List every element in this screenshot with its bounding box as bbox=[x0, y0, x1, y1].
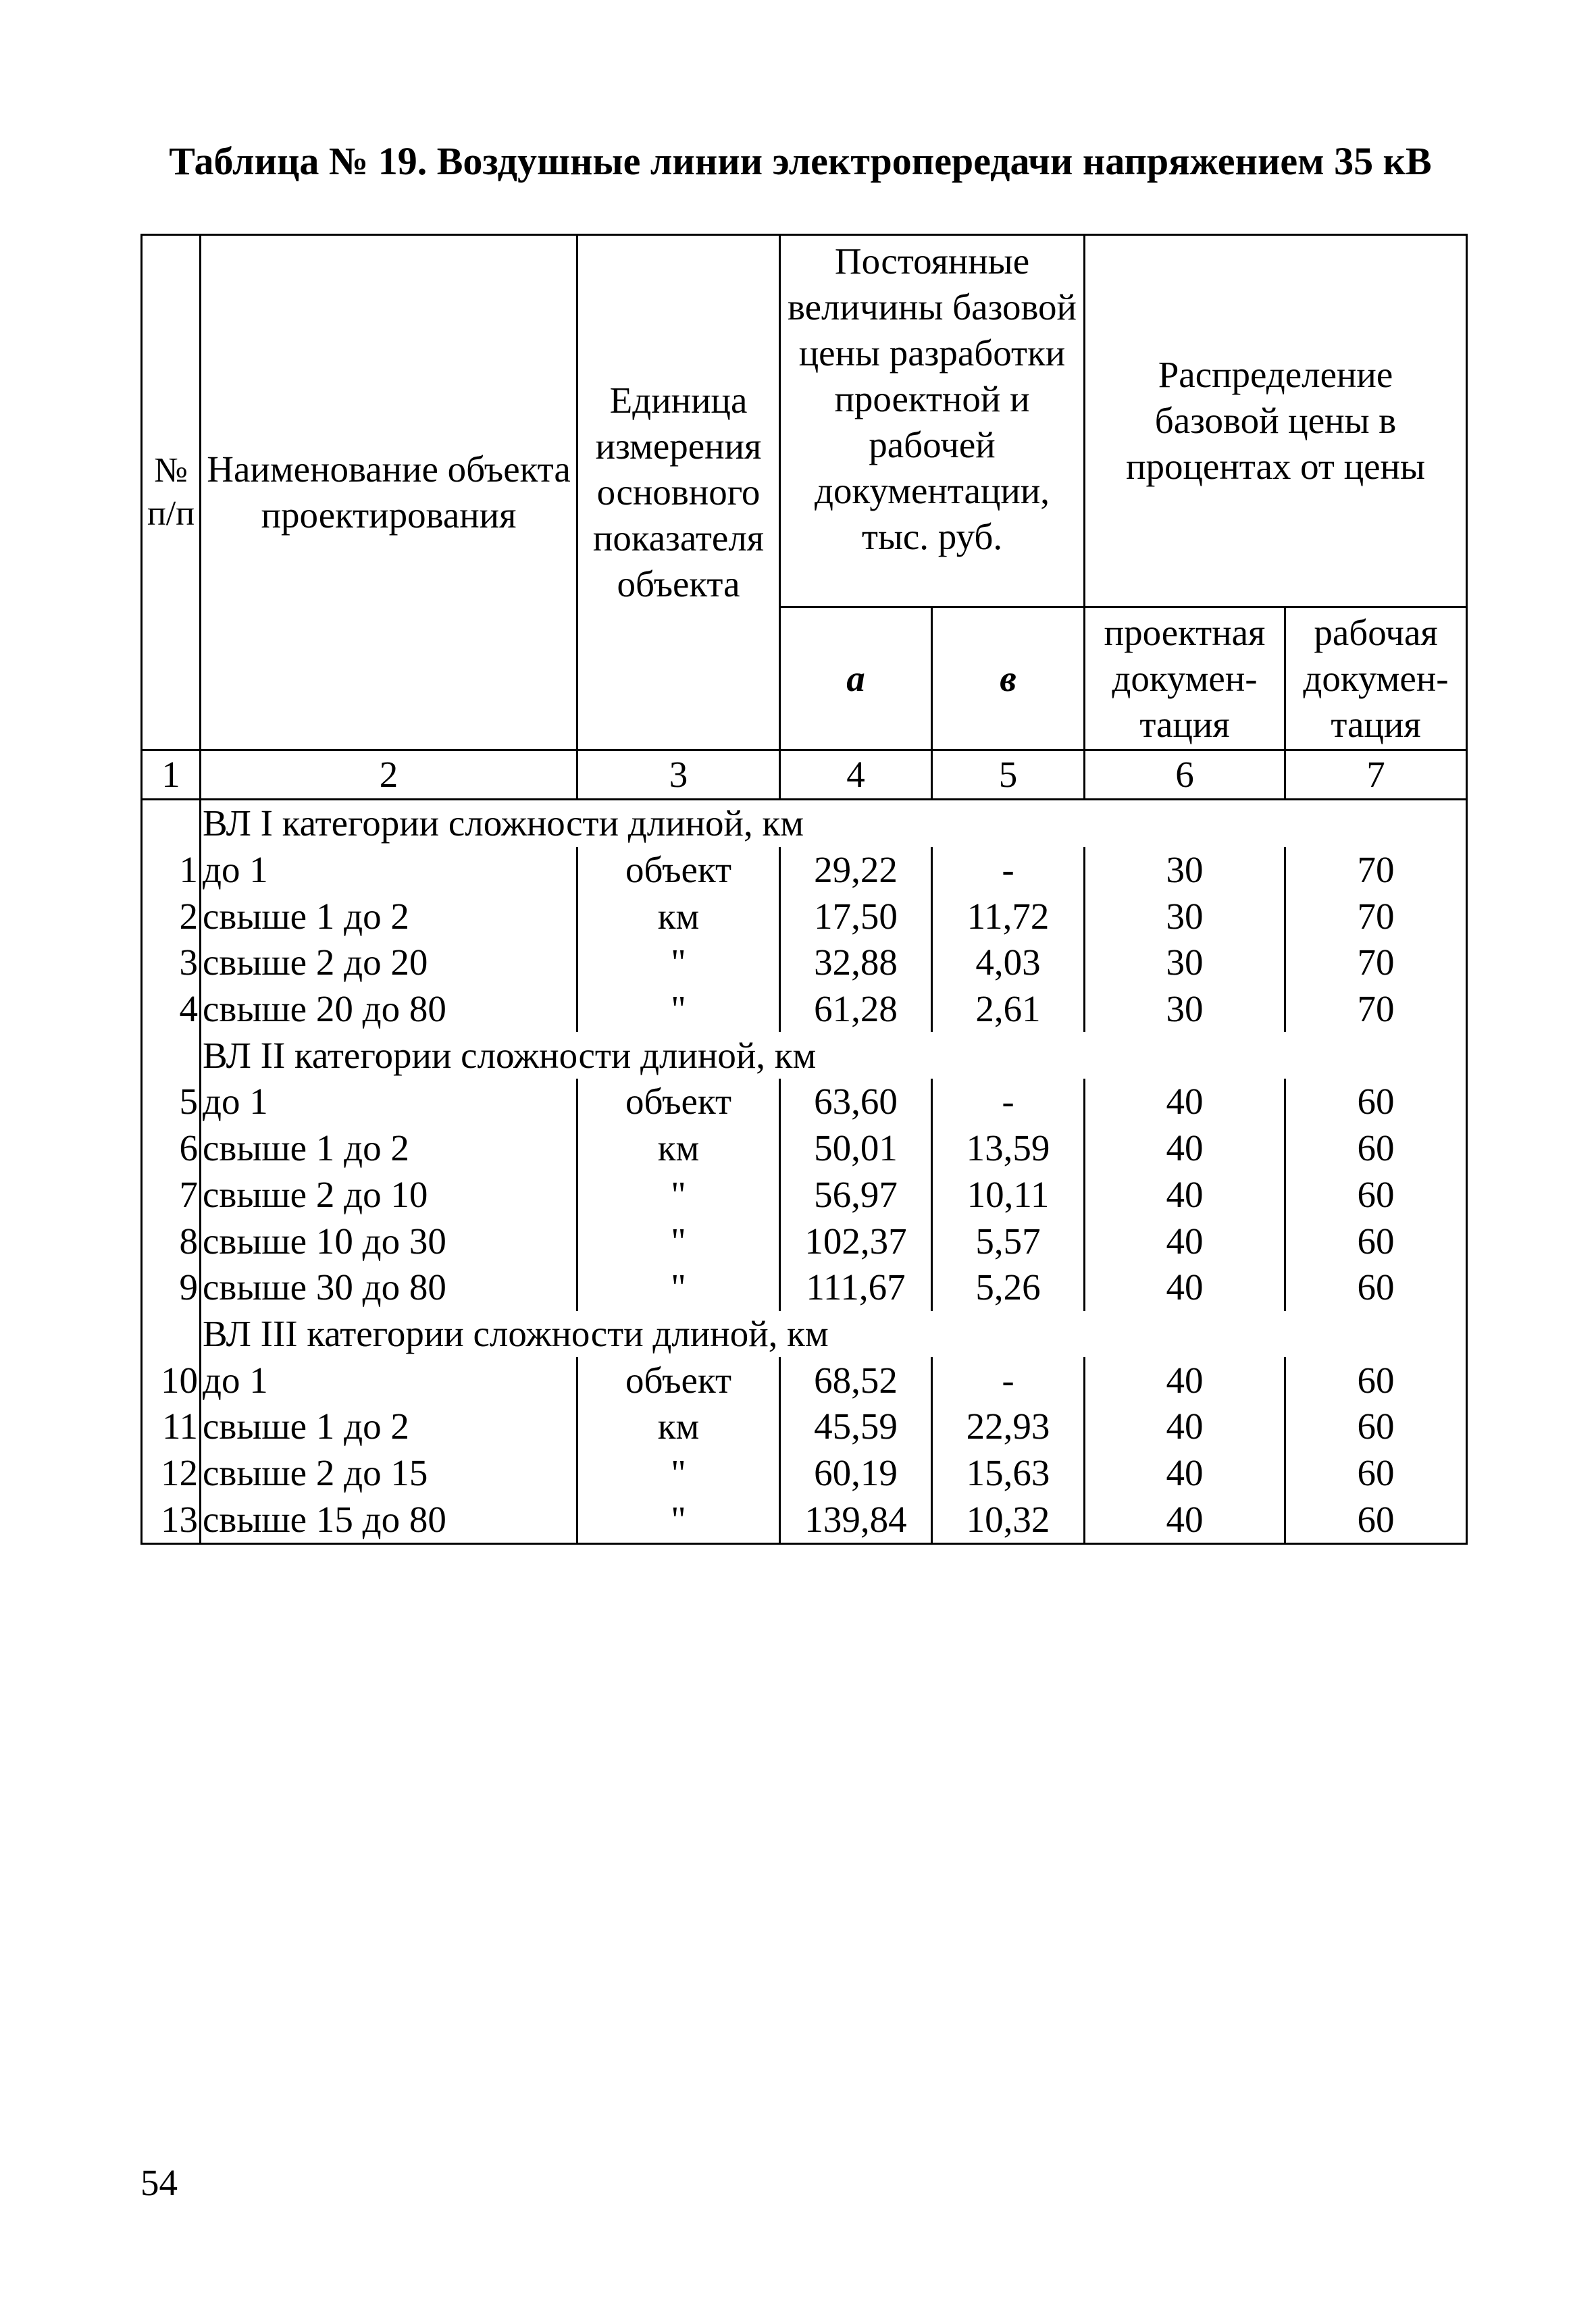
row-a: 50,01 bbox=[780, 1125, 932, 1172]
row-no: 4 bbox=[142, 986, 201, 1033]
row-working-pct: 60 bbox=[1285, 1404, 1467, 1450]
row-b: 11,72 bbox=[932, 893, 1085, 940]
row-a: 56,97 bbox=[780, 1172, 932, 1218]
row-working-pct: 70 bbox=[1285, 893, 1467, 940]
header-no: № п/п bbox=[142, 235, 201, 750]
row-design-pct: 30 bbox=[1085, 893, 1285, 940]
row-working-pct: 60 bbox=[1285, 1496, 1467, 1543]
header-constants: Постоянные величины базовой цены разработки проектной и рабочей документации, тыс. руб. bbox=[780, 235, 1085, 607]
header-b: в bbox=[932, 607, 1085, 750]
row-no: 11 bbox=[142, 1404, 201, 1450]
row-design-pct: 40 bbox=[1085, 1125, 1285, 1172]
row-design-pct: 30 bbox=[1085, 986, 1285, 1033]
row-no: 10 bbox=[142, 1357, 201, 1404]
row-unit: " bbox=[577, 1496, 780, 1543]
row-working-pct: 70 bbox=[1285, 986, 1467, 1033]
row-name: свыше 2 до 10 bbox=[203, 1173, 428, 1215]
header-a: а bbox=[780, 607, 932, 750]
row-design-pct: 40 bbox=[1085, 1450, 1285, 1497]
table-row bbox=[142, 986, 1467, 1033]
col-num: 4 bbox=[780, 750, 932, 800]
row-a: 68,52 bbox=[780, 1357, 932, 1404]
group-header-row bbox=[142, 800, 1467, 847]
row-a: 60,19 bbox=[780, 1450, 932, 1497]
row-a: 32,88 bbox=[780, 940, 932, 986]
group-title: ВЛ III категории сложности длиной, км bbox=[201, 1311, 1467, 1358]
row-working-pct: 60 bbox=[1285, 1218, 1467, 1264]
row-name: свыше 2 до 15 bbox=[203, 1451, 428, 1493]
col-num: 3 bbox=[577, 750, 780, 800]
row-name: свыше 1 до 2 bbox=[203, 1127, 409, 1169]
row-unit: " bbox=[577, 940, 780, 986]
group-header-row bbox=[142, 1032, 1467, 1079]
row-no: 13 bbox=[142, 1496, 201, 1543]
table-row bbox=[142, 1172, 1467, 1218]
row-name: свыше 10 до 30 bbox=[203, 1220, 446, 1262]
row-design-pct: 40 bbox=[1085, 1079, 1285, 1125]
table-row bbox=[142, 1450, 1467, 1497]
table-row bbox=[142, 1218, 1467, 1264]
table-row bbox=[142, 893, 1467, 940]
row-working-pct: 60 bbox=[1285, 1450, 1467, 1497]
row-unit: объект bbox=[577, 1357, 780, 1404]
header-design: проектная докумен-тация bbox=[1085, 607, 1285, 750]
row-no: 9 bbox=[142, 1264, 201, 1311]
row-design-pct: 40 bbox=[1085, 1218, 1285, 1264]
row-b: 22,93 bbox=[932, 1404, 1085, 1450]
row-design-pct: 30 bbox=[1085, 847, 1285, 894]
row-b: 10,32 bbox=[932, 1496, 1085, 1543]
row-unit: " bbox=[577, 1172, 780, 1218]
row-name: свыше 20 до 80 bbox=[203, 988, 446, 1030]
row-no: 7 bbox=[142, 1172, 201, 1218]
row-working-pct: 60 bbox=[1285, 1264, 1467, 1311]
header-name: Наименование объекта проектирования bbox=[201, 235, 577, 750]
row-working-pct: 60 bbox=[1285, 1079, 1467, 1125]
row-name: свыше 1 до 2 bbox=[203, 1406, 409, 1447]
row-design-pct: 40 bbox=[1085, 1357, 1285, 1404]
row-name: до 1 bbox=[203, 1081, 268, 1123]
row-name: до 1 bbox=[203, 849, 268, 891]
table-row bbox=[142, 1404, 1467, 1450]
row-name: свыше 15 до 80 bbox=[201, 1496, 577, 1543]
table-title: Таблица № 19. Воздушные линии электропередачи напряжением 35 кВ bbox=[169, 139, 1432, 183]
row-a: 102,37 bbox=[780, 1218, 932, 1264]
row-unit: " bbox=[577, 1264, 780, 1311]
row-b: - bbox=[932, 1357, 1085, 1404]
header-unit: Единица измерения основного показателя объекта bbox=[577, 235, 780, 750]
row-a: 111,67 bbox=[780, 1264, 932, 1311]
col-num: 7 bbox=[1285, 750, 1467, 800]
row-working-pct: 60 bbox=[1285, 1125, 1467, 1172]
price-table bbox=[140, 234, 1468, 1545]
header-distribution: Распределение базовой цены в процентах от цены bbox=[1085, 235, 1467, 607]
row-unit: объект bbox=[577, 847, 780, 894]
row-b: 15,63 bbox=[932, 1450, 1085, 1497]
col-num: 1 bbox=[142, 750, 201, 800]
row-unit: км bbox=[577, 1125, 780, 1172]
row-no: 1 bbox=[142, 847, 201, 894]
row-a: 61,28 bbox=[780, 986, 932, 1033]
row-no: 2 bbox=[142, 893, 201, 940]
row-b: - bbox=[932, 1079, 1085, 1125]
row-design-pct: 30 bbox=[1085, 940, 1285, 986]
row-working-pct: 60 bbox=[1285, 1357, 1467, 1404]
row-no: 6 bbox=[142, 1125, 201, 1172]
col-num: 5 bbox=[932, 750, 1085, 800]
row-working-pct: 70 bbox=[1285, 847, 1467, 894]
row-a: 139,84 bbox=[780, 1496, 932, 1543]
column-numbers-row bbox=[142, 750, 1467, 800]
row-design-pct: 40 bbox=[1085, 1404, 1285, 1450]
row-no: 8 bbox=[142, 1218, 201, 1264]
row-b: 5,26 bbox=[932, 1264, 1085, 1311]
row-design-pct: 40 bbox=[1085, 1172, 1285, 1218]
header-working: рабочая докумен-тация bbox=[1285, 607, 1467, 750]
row-name: свыше 2 до 20 bbox=[203, 942, 428, 983]
row-unit: объект bbox=[577, 1079, 780, 1125]
row-b: 5,57 bbox=[932, 1218, 1085, 1264]
table-row bbox=[142, 1125, 1467, 1172]
table-row bbox=[142, 1496, 1467, 1543]
row-no: 3 bbox=[142, 940, 201, 986]
col-num: 6 bbox=[1085, 750, 1285, 800]
row-a: 17,50 bbox=[780, 893, 932, 940]
row-unit: " bbox=[577, 1218, 780, 1264]
col-num: 2 bbox=[201, 750, 577, 800]
row-b: - bbox=[932, 847, 1085, 894]
row-no: 5 bbox=[142, 1079, 201, 1125]
group-title: ВЛ II категории сложности длиной, км bbox=[201, 1032, 1467, 1079]
group-header-row bbox=[142, 1311, 1467, 1358]
group-no-cell bbox=[142, 1032, 201, 1079]
row-working-pct: 60 bbox=[1285, 1172, 1467, 1218]
table-row bbox=[142, 1264, 1467, 1311]
group-title: ВЛ I категории сложности длиной, км bbox=[201, 800, 1467, 847]
row-b: 13,59 bbox=[932, 1125, 1085, 1172]
group-no-cell bbox=[142, 800, 201, 847]
row-b: 10,11 bbox=[932, 1172, 1085, 1218]
row-unit: км bbox=[577, 1404, 780, 1450]
table-row bbox=[142, 1357, 1467, 1404]
row-no: 12 bbox=[142, 1450, 201, 1497]
row-a: 45,59 bbox=[780, 1404, 932, 1450]
row-b: 4,03 bbox=[932, 940, 1085, 986]
table-row bbox=[142, 940, 1467, 986]
row-unit: " bbox=[577, 986, 780, 1033]
row-name: свыше 30 до 80 bbox=[203, 1266, 446, 1308]
table-row bbox=[142, 1079, 1467, 1125]
row-design-pct: 40 bbox=[1085, 1496, 1285, 1543]
row-a: 29,22 bbox=[780, 847, 932, 894]
row-name: до 1 bbox=[203, 1359, 268, 1401]
row-unit: км bbox=[577, 893, 780, 940]
row-unit: " bbox=[577, 1450, 780, 1497]
row-b: 2,61 bbox=[932, 986, 1085, 1033]
row-a: 63,60 bbox=[780, 1079, 932, 1125]
row-working-pct: 70 bbox=[1285, 940, 1467, 986]
table-row bbox=[142, 847, 1467, 894]
page-number: 54 bbox=[140, 2162, 178, 2203]
group-no-cell bbox=[142, 1311, 201, 1358]
row-name: свыше 1 до 2 bbox=[203, 895, 409, 937]
row-design-pct: 40 bbox=[1085, 1264, 1285, 1311]
